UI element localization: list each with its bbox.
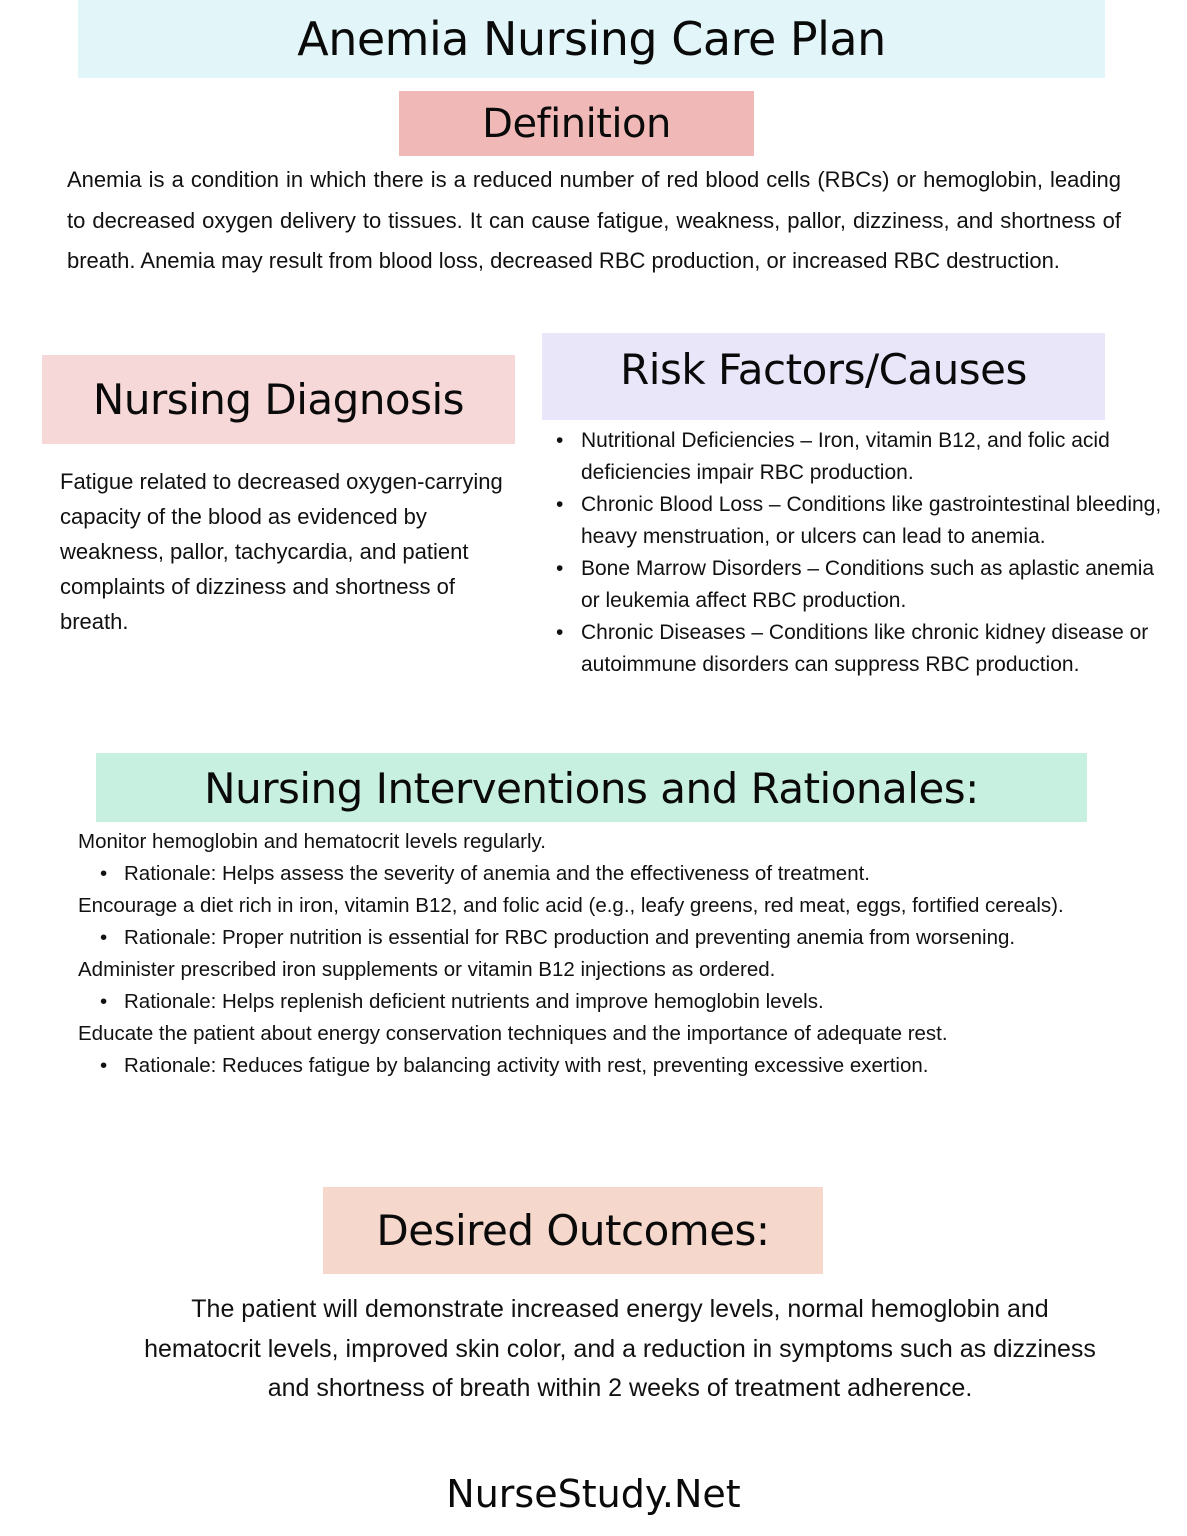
desired-outcomes-text: The patient will demonstrate increased energy levels, normal hemoglobin and hematocrit levels, improved skin color, and a reduction in symptoms such as dizziness and shortness of breath within 2 weeks of treatment adherence.	[144, 1295, 1096, 1402]
footer-brand: NurseStudy.Net	[446, 1472, 741, 1516]
rationale-item: • Rationale: Proper nutrition is essential for RBC production and preventing anemia from worsening.	[78, 922, 1158, 954]
definition-heading: Definition	[399, 91, 754, 156]
risk-factor-item: • Chronic Blood Loss – Conditions like gastrointestinal bleeding, heavy menstruation, or ulcers can lead to anemia.	[552, 489, 1162, 553]
risk-factors-heading: Risk Factors/Causes	[542, 333, 1105, 420]
intervention-item: Monitor hemoglobin and hematocrit levels regularly.	[78, 830, 546, 853]
interventions-list	[78, 826, 1158, 1082]
rationale-item: • Rationale: Reduces fatigue by balancing activity with rest, preventing excessive exertion.	[78, 1050, 1158, 1082]
desired-outcomes-heading: Desired Outcomes:	[323, 1187, 823, 1274]
nursing-diagnosis-text: Fatigue related to decreased oxygen-carrying capacity of the blood as evidenced by weakness, pallor, tachycardia, and patient complaints of dizziness and shortness of breath.	[60, 469, 503, 634]
rationale-item: • Rationale: Helps replenish deficient nutrients and improve hemoglobin levels.	[78, 986, 1158, 1018]
intervention-item: Encourage a diet rich in iron, vitamin B12, and folic acid (e.g., leafy greens, red meat, eggs, fortified cereals).	[78, 894, 1064, 917]
risk-factor-item: • Bone Marrow Disorders – Conditions such as aplastic anemia or leukemia affect RBC production.	[552, 553, 1162, 617]
risk-factor-item: • Nutritional Deficiencies – Iron, vitamin B12, and folic acid deficiencies impair RBC production.	[552, 425, 1162, 489]
rationale-item: • Rationale: Helps assess the severity of anemia and the effectiveness of treatment.	[78, 858, 1158, 890]
interventions-heading: Nursing Interventions and Rationales:	[96, 753, 1087, 822]
definition-text: Anemia is a condition in which there is a reduced number of red blood cells (RBCs) or hemoglobin, leading to decreased oxygen delivery to tissues. It can cause fatigue, weakness, pallor, dizziness, and shortness of breath. Anemia may result from blood loss, decreased RBC production, or increased RBC destruction.	[67, 167, 1121, 273]
intervention-item: Educate the patient about energy conservation techniques and the importance of adequate rest.	[78, 1022, 948, 1045]
intervention-item: Administer prescribed iron supplements or vitamin B12 injections as ordered.	[78, 958, 776, 981]
nursing-diagnosis-heading: Nursing Diagnosis	[42, 355, 515, 444]
page-title: Anemia Nursing Care Plan	[78, 0, 1105, 78]
risk-factors-list	[552, 425, 1162, 681]
risk-factor-item: • Chronic Diseases – Conditions like chronic kidney disease or autoimmune disorders can suppress RBC production.	[552, 617, 1162, 681]
